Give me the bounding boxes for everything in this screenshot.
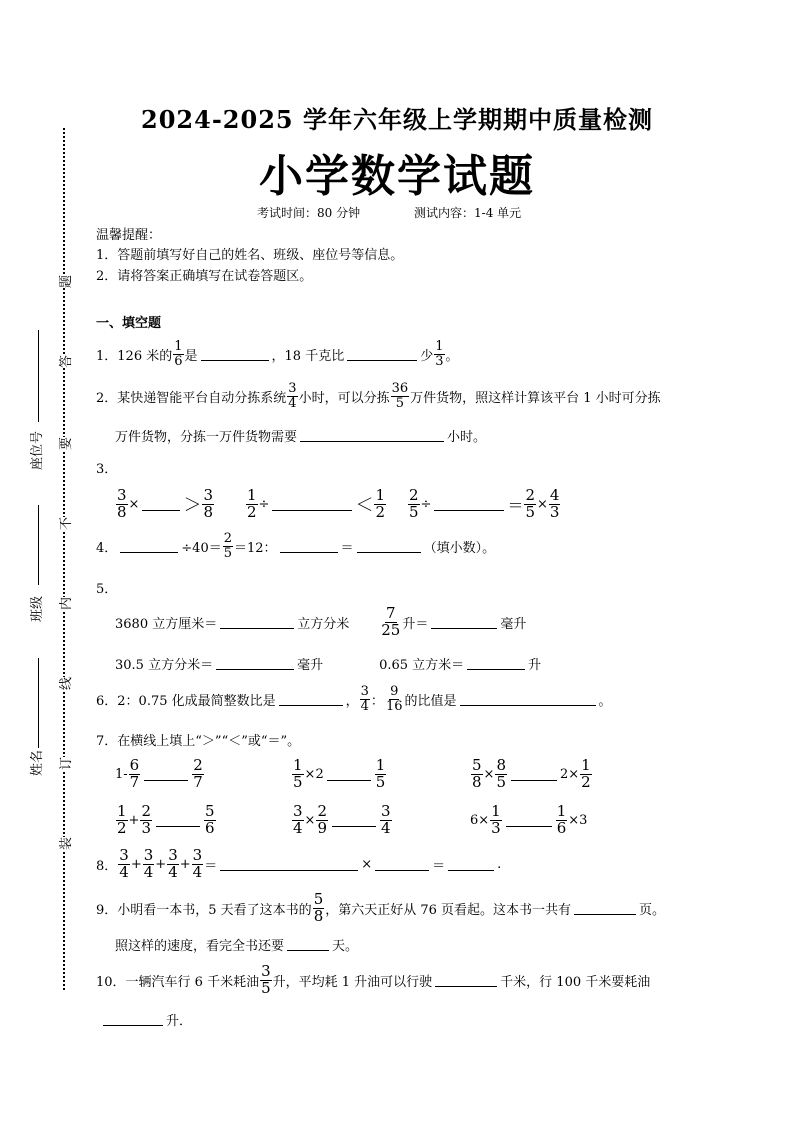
question-text: 。: [598, 693, 612, 709]
exam-scope: 测试内容：1-4 单元: [414, 206, 522, 220]
fraction: $\frac{5}{8}$: [472, 756, 482, 791]
question-text: 8．: [96, 858, 118, 874]
answer-blank[interactable]: [448, 858, 494, 871]
question-6: [96, 685, 612, 713]
fraction: $\frac{1}{3}$: [435, 339, 444, 369]
fraction: $\frac{1}{5}$: [375, 756, 386, 791]
tips-line: 2．请将答案正确填写在试卷答题区。: [96, 269, 313, 284]
answer-blank[interactable]: [460, 693, 596, 706]
fraction: $\frac{2}{5}$: [409, 486, 419, 521]
question-text: 小时，可以分拣: [298, 390, 390, 406]
answer-blank[interactable]: [103, 1013, 163, 1026]
question-text: 升．: [166, 1014, 193, 1029]
fraction: $\frac{1}{3}$: [491, 802, 501, 837]
question-text: ，18 千克比: [271, 348, 345, 364]
exam-time: 考试时间：80 分钟: [257, 206, 361, 220]
question-8: 8． $\frac{3}{4}$ + $\frac{3}{4}$ + $\frac{3}{4}$ + $\frac{3}{4}$ ＝ × ＝ .: [96, 846, 502, 881]
question-text: ＝: [340, 540, 354, 556]
binding-dotted-line: [63, 128, 65, 990]
question-4: [96, 532, 495, 560]
answer-blank[interactable]: [357, 540, 421, 553]
question-text: 照这样的速度，看完全书还要: [115, 939, 285, 954]
question-2-line2: [115, 426, 486, 445]
question-10-line2: [100, 1010, 192, 1029]
margin-char: 题: [53, 275, 76, 288]
fraction: $\frac{1}{2}$: [375, 486, 385, 521]
fraction: $\frac{3}{8}$: [117, 486, 127, 521]
fraction: $\frac{8}{5}$: [496, 756, 506, 791]
fraction: $\frac{2}{7}$: [193, 756, 203, 791]
q7-item: 6× $\frac{1}{3}$ $\frac{1}{6}$ ×3: [470, 802, 588, 837]
fraction: $\frac{3}{4}$: [381, 802, 391, 837]
q7-item: $\frac{1}{2}$ + $\frac{2}{3}$ $\frac{5}{6}$: [117, 802, 215, 837]
question-text: ，: [345, 693, 359, 709]
question-text: 万件货物，分拣一万件货物需要: [115, 430, 298, 445]
answer-blank[interactable]: [511, 768, 557, 781]
exam-subtitle: 小学数学试题: [259, 151, 535, 202]
q7-item: $\frac{5}{8}$ × $\frac{8}{5}$ 2× $\frac{1}{2}$: [472, 756, 591, 791]
name-label: 姓名: [30, 749, 45, 776]
operator: ÷: [420, 496, 432, 512]
seat-number-label: 座位号: [30, 430, 45, 470]
answer-blank[interactable]: [272, 498, 352, 511]
question-text: 毫升: [297, 658, 324, 673]
answer-blank[interactable]: [120, 540, 178, 553]
question-text: 1．126 米的: [96, 348, 173, 364]
question-text: 2．某快递智能平台自动分拣系统: [96, 390, 287, 406]
operator: ×: [128, 496, 140, 512]
fraction: $\frac{3}{4}$: [168, 846, 178, 881]
answer-blank[interactable]: [216, 657, 294, 670]
answer-blank[interactable]: [434, 498, 504, 511]
answer-blank[interactable]: [287, 938, 329, 951]
question-text: 10．一辆汽车行 6 千米耗油: [96, 974, 260, 990]
fraction: $\frac{1}{2}$: [117, 802, 127, 837]
answer-blank[interactable]: [220, 616, 294, 629]
question-text: 的比值是: [404, 693, 457, 709]
question-3: [115, 488, 561, 521]
q7-item: $\frac{1}{5}$ ×2 $\frac{1}{5}$: [293, 756, 386, 791]
question-text: 升＝: [402, 616, 429, 632]
question-text: 是: [184, 348, 198, 364]
q7-item: $\frac{3}{4}$ × $\frac{2}{9}$ $\frac{3}{4}$: [293, 802, 391, 837]
fraction: $\frac{36}{5}$: [391, 381, 409, 411]
fraction: $\frac{2}{5}$: [525, 486, 536, 521]
question-9: [96, 892, 665, 925]
question-text: ：: [370, 693, 384, 709]
question-text: 天。: [332, 939, 359, 954]
question-text: ＝12：: [234, 540, 277, 556]
fraction: $\frac{3}{4}$: [360, 684, 369, 714]
answer-blank[interactable]: [347, 348, 417, 361]
question-5-line1: [115, 606, 526, 639]
fraction: $\frac{6}{7}$: [129, 756, 140, 791]
class-line[interactable]: [38, 505, 39, 585]
fraction: $\frac{5}{6}$: [205, 802, 215, 837]
question-text: 6．2：0.75 化成最简整数比是: [96, 693, 276, 709]
question-text: 少: [420, 348, 434, 364]
q7-item: 1- $\frac{6}{7}$ $\frac{2}{7}$: [115, 756, 203, 791]
question-7-title: 7．在横线上填上“＞”“＜”或“＝”。: [96, 734, 301, 749]
question-text: 页。: [639, 902, 666, 918]
comparison-sign: ＝: [507, 495, 524, 515]
answer-blank[interactable]: [156, 814, 200, 827]
question-text: 升: [528, 658, 542, 673]
question-text: 立方分米: [297, 616, 350, 632]
question-text: 30.5 立方分米＝: [115, 658, 214, 673]
fraction: $\frac{3}{4}$: [119, 846, 129, 881]
margin-char: 要: [53, 437, 76, 450]
fraction: $\frac{2}{9}$: [317, 802, 327, 837]
question-text: 千米，行 100 千米要耗油: [500, 974, 651, 990]
fraction: $\frac{7}{25}$: [381, 604, 401, 639]
question-text: 升，平均耗 1 升油可以行驶: [272, 974, 433, 990]
operator: ÷: [258, 496, 270, 512]
fraction: $\frac{1}{2}$: [581, 756, 591, 791]
question-2: [96, 382, 661, 410]
answer-blank[interactable]: [375, 858, 429, 871]
comparison-sign: ＞: [183, 495, 202, 517]
margin-char: 装: [53, 837, 76, 850]
fraction: $\frac{3}{4}$: [288, 381, 297, 411]
comparison-sign: ＜: [355, 495, 374, 517]
question-5-number: 5．: [96, 582, 118, 597]
question-text: 万件货物，照这样计算该平台 1 小时可分拣: [410, 390, 661, 406]
question-text: 4．: [96, 540, 118, 556]
operator: ×: [537, 496, 548, 512]
fraction: $\frac{3}{4}$: [192, 846, 203, 881]
margin-char: 订: [53, 757, 76, 770]
answer-blank[interactable]: [144, 768, 188, 781]
fraction: $\frac{2}{3}$: [141, 802, 151, 837]
question-5-line2: [115, 654, 541, 673]
answer-blank[interactable]: [431, 616, 497, 629]
tips-heading: 温馨提醒：: [96, 228, 162, 243]
answer-blank[interactable]: [467, 657, 525, 670]
fraction: $\frac{1}{6}$: [174, 339, 183, 369]
margin-char: 答: [53, 355, 76, 368]
margin-char: 线: [53, 677, 76, 690]
question-text: ÷40＝: [181, 540, 222, 556]
section-title: 一、填空题: [96, 316, 162, 331]
tips-line: 1．答题前填写好自己的姓名、班级、座位号等信息。: [96, 248, 404, 263]
question-text: ，第六天正好从 76 页看起。这本书一共有: [325, 902, 572, 918]
question-text: 3680 立方厘米＝: [115, 616, 218, 632]
question-text: 9．小明看一本书，5 天看了这本书的: [96, 902, 312, 918]
question-text: 毫升: [500, 616, 527, 632]
seat-number-line[interactable]: [38, 330, 39, 422]
margin-char: 内: [53, 597, 76, 610]
fraction: $\frac{4}{3}$: [549, 486, 560, 521]
fraction: $\frac{3}{5}$: [261, 962, 271, 997]
name-line[interactable]: [38, 658, 39, 748]
fraction: $\frac{1}{5}$: [293, 756, 303, 791]
question-text: 小时。: [447, 430, 487, 445]
fraction: $\frac{9}{16}$: [385, 684, 403, 714]
margin-char: 不: [53, 517, 76, 530]
question-3-number: 3．: [96, 462, 118, 477]
fraction: $\frac{1}{6}$: [556, 802, 567, 837]
class-label: 班级: [30, 595, 45, 622]
answer-blank[interactable]: [280, 540, 338, 553]
answer-blank[interactable]: [220, 858, 358, 871]
question-10: [96, 964, 650, 997]
fraction: $\frac{5}{8}$: [313, 890, 324, 925]
answer-blank[interactable]: [574, 902, 636, 915]
fraction: $\frac{2}{5}$: [223, 531, 232, 561]
fraction: $\frac{3}{8}$: [203, 486, 213, 521]
question-text: （填小数）。: [423, 540, 496, 556]
fraction: $\frac{3}{4}$: [143, 846, 154, 881]
answer-blank[interactable]: [201, 348, 269, 361]
answer-blank[interactable]: [435, 974, 497, 987]
question-9-line2: [115, 935, 358, 954]
question-text: 0.65 立方米＝: [379, 658, 465, 673]
question-text: 。: [445, 348, 459, 364]
answer-blank[interactable]: [506, 814, 552, 827]
exam-title: 2024-2025 学年六年级上学期期中质量检测: [141, 105, 653, 134]
fraction: $\frac{1}{2}$: [247, 486, 257, 521]
question-1: [96, 340, 459, 368]
answer-blank[interactable]: [300, 429, 444, 442]
answer-blank[interactable]: [327, 768, 371, 781]
answer-blank[interactable]: [332, 814, 376, 827]
fraction: $\frac{3}{4}$: [293, 802, 303, 837]
answer-blank[interactable]: [142, 498, 180, 511]
answer-blank[interactable]: [279, 693, 343, 706]
